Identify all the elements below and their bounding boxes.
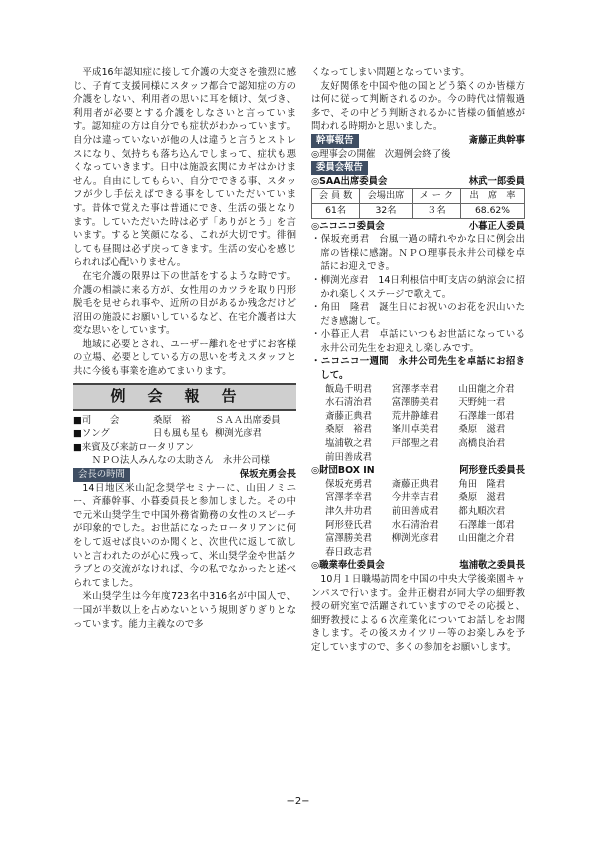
agenda-row	[73, 441, 296, 455]
agenda-label: ■司 会	[73, 414, 120, 426]
agenda-row	[73, 414, 296, 428]
body-paragraph: 米山奨学生は今年度723名中316名が中国人で、一国が半数以上を占めないという規則ぎりぎりとなっています。能力主義なので多	[73, 591, 296, 630]
page-number: −2−	[286, 796, 310, 807]
committee-name: ◎ニコニコ委員会	[311, 220, 385, 232]
committee-member: 小暮正人委員	[468, 220, 525, 232]
committee-title	[311, 220, 525, 234]
agenda-value: 日も風も星も	[153, 428, 210, 440]
body-paragraph: くなってしまい問題となっています。	[311, 67, 470, 78]
member-name: 水石清治君	[325, 397, 372, 409]
committee-name: ◎SAA出席委員会	[311, 175, 388, 187]
committee-title	[311, 175, 525, 189]
committee-member: 阿形登氏委員長	[459, 465, 525, 477]
body-paragraph: 友好関係を中国や他の国とどう築くのか皆様方は何に従って判断されるのか。今の時代は情報過多で、その中どう判断されるかに皆様の価値感が問われる時期かと思いました。	[311, 80, 525, 133]
committee-header	[311, 161, 525, 175]
member-name: 戸部聖之君	[391, 438, 439, 450]
member-name: 富澤勝美君	[325, 533, 372, 545]
attendance-header: 会場出席	[360, 189, 412, 204]
member-name: 都丸順次君	[458, 506, 506, 517]
committee-name: ◎財団BOX IN	[311, 465, 375, 477]
list-item: ・ニコニコ一週間 永井公司先生を卓話にお招きして。	[311, 356, 525, 382]
member-name: 富澤勝美君	[391, 397, 439, 409]
attendance-table	[311, 188, 525, 218]
body-paragraph: 在宅介護の限界は下の世話をするような時です。介護の相談に来る方が、女性用のカツラを取り円形脱毛を見せられ事や、近所の目があるか残念だけど沼田の施設にお願いしているなど、在宅介護者は大変な思いをしています。	[73, 270, 296, 337]
attendance-value: 32名	[360, 203, 412, 218]
member-name: 荒井静雄君	[391, 410, 439, 422]
agenda-label: ■来賓及び来訪ロータリアン	[73, 441, 194, 453]
body-paragraph: 10月１日職場訪問を中国の中央大学後楽園キャンパスで行います。金井正樹君が同大学の細野教授の研究室で活躍されていますのでその応援と、細野教授による６次産業化についてお話しをお聞きします。その後スカイツリー等のお楽しみを予定していますので、多くの参加をお願いします。	[311, 573, 525, 653]
chair-header	[73, 468, 296, 482]
member-name: 桑原 裕君	[325, 424, 372, 436]
speaker-name: 保坂充勇会長	[239, 469, 296, 481]
member-name: 峯川卓美君	[391, 424, 439, 436]
member-name: 飯島千明君	[325, 383, 372, 395]
right-column	[311, 66, 525, 655]
name-grid	[311, 383, 525, 465]
agenda-note: ＳＡＡ出席委員	[215, 414, 281, 426]
member-name: 柳渕光彦君	[391, 533, 439, 545]
member-name: 斎藤正典君	[391, 478, 439, 490]
agenda-label: ■ソング	[73, 428, 110, 440]
member-name: 斎藤正典君	[325, 410, 372, 422]
list-item: ・保坂充勇君 台風一過の晴れやかな日に例会出席の皆様に感謝。ＮＰＯ理事長永井公司様を卓話にお迎えでき。	[311, 234, 525, 273]
secretary-header	[311, 134, 525, 148]
attendance-header: メ ー ク	[412, 189, 460, 204]
committee-title	[311, 464, 525, 478]
list-item: ・小暮正人君 卓話にいつもお世話になっている永井公司先生をお迎えし楽しみです。	[311, 329, 525, 354]
member-name: 角田 隆君	[458, 478, 506, 490]
body-paragraph: 14日地区米山記念奨学セミナーに、山田ノミニー、斉藤幹事、小暮委員長と参加しました。その中で元米山奨学生で中国外務省勤務の女性のスピーチが印象的でした。お世話になったロータリアンに何をして返せば良いのか聞くと、次世代に返して欲しいと言われたのが心に残って、米山奨学金や世話クラブとの交流がなければ、今の私でなかったと述べられてました。	[73, 482, 296, 589]
attendance-value: 61名	[312, 203, 360, 218]
attendance-header: 出 席 率	[460, 189, 524, 204]
speaker-name: 斎藤正典幹事	[468, 134, 525, 146]
member-name: 保坂充勇君	[325, 478, 372, 490]
member-name: 山田龍之介君	[458, 383, 515, 395]
body-paragraph: 地域に必要とされ、ユーザー離れをせずにお客様の立場、必要としている方の思いを考えスタッフと共に今後も事業を進めてまいります。	[73, 338, 296, 378]
committee-member: 塩浦敬之委員長	[459, 560, 525, 572]
attendance-value: 68.62%	[460, 203, 524, 218]
committee-title	[311, 559, 525, 573]
committee-name: ◎職業奉仕委員会	[311, 560, 385, 572]
committee-member: 林武一郎委員	[468, 175, 525, 187]
section-label: 会長の時間	[73, 468, 130, 482]
member-name: 春日政志君	[325, 546, 372, 558]
member-name: 桑原 滋君	[458, 424, 506, 436]
attendance-header: 会 員 数	[312, 189, 360, 204]
guest-line: ＮＰＯ法人みんなの太助さん 永井公司様	[91, 455, 270, 467]
member-name: 石澤雄一郎君	[458, 410, 515, 422]
member-name: 前田善成君	[325, 451, 372, 463]
section-label: 委員会報告	[311, 161, 368, 175]
body-paragraph: 平成16年認知症に接して介護の大変さを強烈に感じ、子育て支援同様にスタッフ都合で認知症の方の介護をしない、利用者の思いに耳を傾け、気づき、利用者が必要とする介護をしなさいと言っています。認知症の方は自分でも症状がわかっています。自分は違っていないが他の人は違うと言うとストレスになり、気持ちも落ち込んでしまって、症状も悪くなっていきます。日中は施設玄関にカギはかけません。自由にしてもらい、自分でできる事、スタッフが少し手伝えばできる事をしていただいています。昔体で覚えた事は普通にでき、生活の張となります。していただいた時は必ず「ありがとう」を言います。すると笑顔になる、これが大切です。徘徊しても昼間は必ず戻ってきます。生活の安心を感じられれば心配いりません。	[73, 67, 296, 269]
left-column	[73, 66, 296, 631]
member-name: 水石清治君	[391, 519, 439, 531]
member-name: 塩浦敬之君	[325, 438, 372, 450]
name-grid	[311, 478, 525, 560]
meeting-report-banner: 例会報告	[73, 383, 296, 411]
member-name: 桑原 滋君	[458, 492, 506, 504]
member-name: 宮澤孝幸君	[325, 492, 372, 504]
member-name: 高橋良治君	[458, 438, 506, 450]
agenda-value	[153, 441, 215, 455]
member-name: 山田龍之介君	[458, 533, 515, 545]
section-label: 幹事報告	[311, 134, 359, 148]
secretary-text: ◎理事会の開催 次週例会終了後	[311, 148, 451, 160]
list-item: ・柳渕光彦君 14日利根信中町支店の納涼会に招かれ楽しくステージで歌えて。	[311, 274, 525, 300]
agenda-note	[215, 441, 296, 455]
agenda-note: 柳渕光彦君	[215, 428, 262, 440]
member-name: 阿形登氏君	[325, 519, 372, 531]
member-name: 津久井功君	[325, 506, 372, 517]
agenda-value: 桑原 裕	[153, 414, 191, 426]
member-name: 今井幸吉君	[391, 492, 439, 504]
member-name: 宮澤孝幸君	[391, 383, 439, 395]
attendance-value: ３名	[412, 203, 460, 218]
agenda-row	[73, 427, 296, 441]
list-item: ・角田 隆君 誕生日にお祝いのお花を沢山いただき感謝して。	[311, 302, 525, 327]
member-name: 前田善成君	[391, 506, 439, 517]
member-name: 石澤雄一郎君	[458, 519, 515, 531]
member-name: 天野純一君	[458, 397, 506, 409]
